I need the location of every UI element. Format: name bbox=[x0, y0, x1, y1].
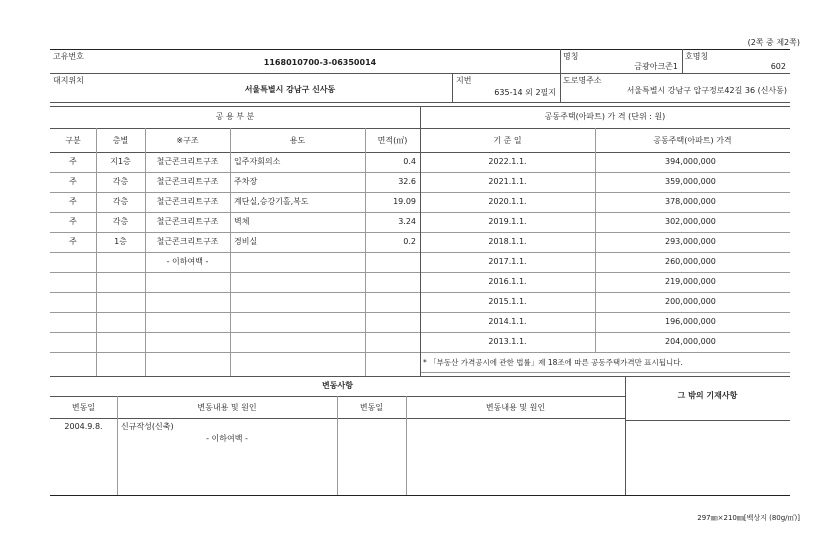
other-items-title: 그 밖의 기재사항 bbox=[677, 391, 738, 400]
unique-no-label: 고유번호 bbox=[53, 52, 84, 61]
site-value: 서울특별시 강남구 신사동 bbox=[244, 85, 336, 94]
common-end-marker: - 이하여백 - bbox=[166, 257, 209, 266]
unique-no-value: 1168010700-3-06350014 bbox=[263, 58, 377, 67]
common-row-4-usage: 벽체 bbox=[234, 217, 250, 226]
price-note: * 「부동산 가격공시에 관한 법률」제 18조에 따른 공동주택가격만 표시됩니다. bbox=[423, 358, 683, 367]
common-row-3-area: 19.09 bbox=[393, 197, 416, 206]
price-row-5-date: 2018.1.1. bbox=[488, 237, 527, 246]
price-row-5-price: 293,000,000 bbox=[665, 237, 716, 246]
common-row-5-division: 주 bbox=[69, 237, 77, 246]
common-row-4-floor: 각층 bbox=[112, 217, 129, 226]
road-label: 도로명주소 bbox=[563, 76, 602, 85]
price-row-9-price: 196,000,000 bbox=[665, 317, 716, 326]
common-row-2-division: 주 bbox=[69, 177, 77, 186]
price-row-2-date: 2021.1.1. bbox=[488, 177, 527, 186]
common-row-2-usage: 주차장 bbox=[234, 177, 258, 186]
common-row-4-area: 3.24 bbox=[398, 217, 416, 226]
common-row-4-division: 주 bbox=[69, 217, 77, 226]
lot-value: 635-14 외 2필지 bbox=[494, 88, 556, 97]
common-row-3-structure: 철근콘크리트구조 bbox=[156, 197, 219, 206]
price-row-8-date: 2015.1.1. bbox=[488, 297, 527, 306]
changes-entry-reason: 신규작성(신축) bbox=[121, 422, 174, 431]
price-row-4-date: 2019.1.1. bbox=[488, 217, 527, 226]
common-row-5-area: 0.2 bbox=[403, 237, 416, 246]
paper-spec: 297㎜×210㎜[백상지 (80g/㎡)] bbox=[697, 514, 800, 522]
price-row-6-price: 260,000,000 bbox=[665, 257, 716, 266]
price-row-10-price: 204,000,000 bbox=[665, 337, 716, 346]
common-row-1-usage: 입주자회의소 bbox=[234, 157, 281, 166]
common-row-2-area: 32.6 bbox=[398, 177, 416, 186]
common-row-3-floor: 각층 bbox=[112, 197, 129, 206]
common-row-5-floor: 1층 bbox=[114, 237, 127, 246]
changes-entry-date: 2004.9.8. bbox=[64, 422, 103, 431]
price-row-3-price: 378,000,000 bbox=[665, 197, 716, 206]
price-row-10-date: 2013.1.1. bbox=[488, 337, 527, 346]
name-label: 명칭 bbox=[563, 52, 579, 61]
unit-label: 호명칭 bbox=[685, 52, 709, 61]
col-area: 면적(㎡) bbox=[377, 136, 408, 145]
common-row-5-structure: 철근콘크리트구조 bbox=[156, 237, 219, 246]
unit-value: 602 bbox=[770, 62, 786, 71]
price-row-9-date: 2014.1.1. bbox=[488, 317, 527, 326]
changes-end-marker: - 이하여백 - bbox=[206, 434, 248, 443]
common-title: 공 용 부 분 bbox=[215, 112, 255, 121]
changes-col-date-1: 변동일 bbox=[71, 403, 96, 412]
col-structure: ※구조 bbox=[176, 136, 199, 145]
col-base-date: 기 준 일 bbox=[493, 136, 522, 145]
lot-label: 지번 bbox=[456, 76, 472, 85]
changes-col-reason-1: 변동내용 및 원인 bbox=[197, 403, 257, 412]
changes-title: 변동사항 bbox=[322, 381, 353, 390]
price-row-2-price: 359,000,000 bbox=[665, 177, 716, 186]
common-row-2-floor: 각층 bbox=[112, 177, 129, 186]
col-house-price: 공동주택(아파트) 가격 bbox=[653, 136, 732, 145]
price-row-1-date: 2022.1.1. bbox=[488, 157, 527, 166]
col-floor: 층별 bbox=[112, 136, 129, 145]
changes-col-reason-2: 변동내용 및 원인 bbox=[485, 403, 546, 412]
price-row-1-price: 394,000,000 bbox=[665, 157, 716, 166]
page-indicator: (2쪽 중 제2쪽) bbox=[747, 38, 800, 47]
common-row-3-division: 주 bbox=[69, 197, 77, 206]
road-value: 서울특별시 강남구 압구정로42길 36 (신사동) bbox=[626, 86, 787, 95]
common-row-4-structure: 철근콘크리트구조 bbox=[156, 217, 219, 226]
price-row-3-date: 2020.1.1. bbox=[488, 197, 527, 206]
common-row-3-usage: 계단실,승강기홀,복도 bbox=[234, 197, 309, 206]
common-row-1-division: 주 bbox=[69, 157, 77, 166]
price-row-7-date: 2016.1.1. bbox=[488, 277, 527, 286]
site-label: 대지위치 bbox=[53, 76, 84, 85]
price-row-4-price: 302,000,000 bbox=[665, 217, 716, 226]
common-row-1-area: 0.4 bbox=[403, 157, 416, 166]
price-row-6-date: 2017.1.1. bbox=[488, 257, 527, 266]
price-row-7-price: 219,000,000 bbox=[665, 277, 716, 286]
changes-col-date-2: 변동일 bbox=[359, 403, 384, 412]
common-row-5-usage: 경비실 bbox=[234, 237, 258, 246]
common-row-1-structure: 철근콘크리트구조 bbox=[156, 157, 219, 166]
col-usage: 용도 bbox=[289, 136, 306, 145]
common-row-1-floor: 지1층 bbox=[110, 157, 131, 166]
name-value: 금광아크존1 bbox=[634, 62, 678, 71]
common-row-2-structure: 철근콘크리트구조 bbox=[156, 177, 219, 186]
col-division: 구분 bbox=[65, 136, 81, 145]
price-row-8-price: 200,000,000 bbox=[665, 297, 716, 306]
price-title: 공동주택(아파트) 가 격 (단위 : 원) bbox=[544, 112, 666, 121]
